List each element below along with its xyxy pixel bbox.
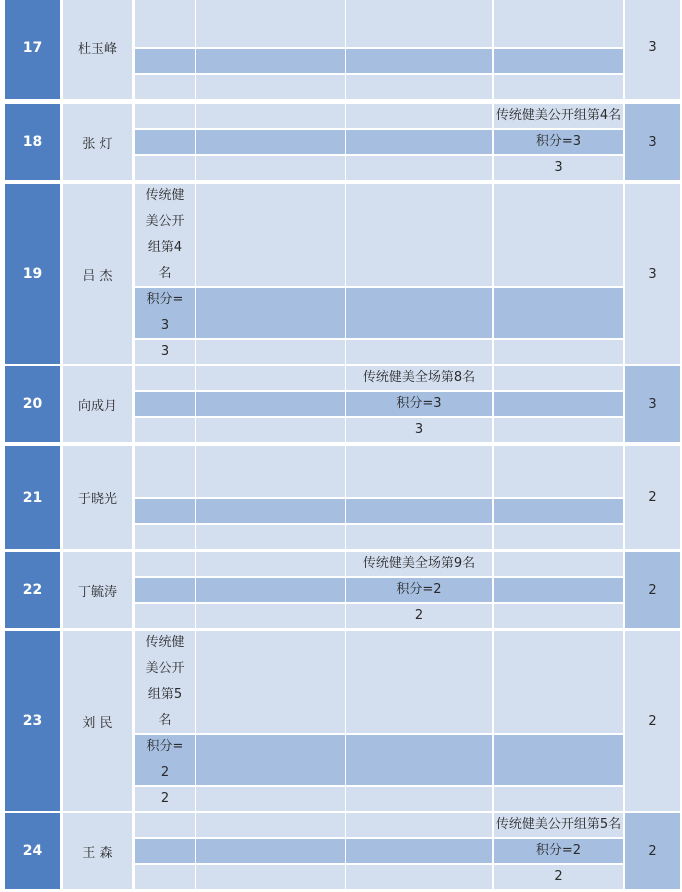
- cell-text: [145, 183, 184, 287]
- empty-cell: [494, 418, 623, 442]
- empty-cell: [346, 104, 492, 128]
- empty-cell: [196, 104, 345, 128]
- score-points-cell: 积分=2: [346, 578, 492, 602]
- empty-cell: [196, 787, 345, 811]
- empty-cell: [135, 813, 195, 837]
- score-place-cell: [135, 184, 195, 286]
- empty-cell: [346, 631, 492, 733]
- rank-cell: 18: [5, 104, 60, 180]
- empty-cell: [494, 735, 623, 785]
- score-place-cell: 传统健美公开组第4名: [494, 104, 623, 128]
- empty-cell: [346, 446, 492, 497]
- cell-text-line: 3: [160, 318, 170, 333]
- empty-cell: [494, 0, 623, 47]
- empty-cell: [494, 552, 623, 576]
- empty-cell: [346, 75, 492, 99]
- empty-cell: [135, 75, 195, 99]
- empty-cell: [135, 418, 195, 442]
- empty-cell: [494, 75, 623, 99]
- total-score-cell: 2: [625, 552, 680, 628]
- total-score-cell: 3: [625, 0, 680, 99]
- empty-cell: [196, 366, 345, 390]
- empty-cell: [196, 288, 345, 338]
- total-score-cell: 3: [625, 104, 680, 180]
- empty-cell: [494, 604, 623, 628]
- rank-cell: 23: [5, 631, 60, 811]
- empty-cell: [135, 156, 195, 180]
- score-value-cell: 2: [346, 604, 492, 628]
- empty-cell: [494, 340, 623, 364]
- cell-text-line: 积分=: [146, 292, 184, 307]
- empty-cell: [196, 525, 345, 549]
- empty-cell: [346, 288, 492, 338]
- score-points-cell: [135, 288, 195, 338]
- cell-text-line: 传统健: [145, 635, 185, 650]
- empty-cell: [494, 787, 623, 811]
- score-place-cell: 传统健美全场第9名: [346, 552, 492, 576]
- empty-cell: [346, 130, 492, 154]
- cell-text: [147, 287, 184, 339]
- name-cell: 王 森: [63, 813, 132, 889]
- score-place-cell: 传统健美公开组第5名: [494, 813, 623, 837]
- empty-cell: [196, 604, 345, 628]
- empty-cell: [346, 184, 492, 286]
- rank-cell: 21: [5, 446, 60, 549]
- empty-cell: [135, 392, 195, 416]
- total-score-cell: 2: [625, 446, 680, 549]
- empty-cell: [196, 0, 345, 47]
- empty-cell: [135, 552, 195, 576]
- empty-cell: [196, 340, 345, 364]
- empty-cell: [494, 525, 623, 549]
- empty-cell: [346, 0, 492, 47]
- name-cell: 于晓光: [63, 446, 132, 549]
- rank-cell: 19: [5, 184, 60, 364]
- empty-cell: [196, 499, 345, 523]
- cell-text-line: 美公开: [145, 661, 185, 676]
- score-points-cell: 积分=3: [346, 392, 492, 416]
- empty-cell: [135, 499, 195, 523]
- empty-cell: [494, 392, 623, 416]
- empty-cell: [135, 604, 195, 628]
- empty-cell: [346, 839, 492, 863]
- empty-cell: [196, 75, 345, 99]
- empty-cell: [135, 104, 195, 128]
- empty-cell: [346, 865, 492, 889]
- empty-cell: [346, 49, 492, 73]
- rank-cell: 20: [5, 366, 60, 442]
- cell-text-line: 名: [158, 713, 172, 728]
- empty-cell: [196, 839, 345, 863]
- total-score-cell: 2: [625, 813, 680, 889]
- score-place-cell: 传统健美全场第8名: [346, 366, 492, 390]
- empty-cell: [494, 49, 623, 73]
- empty-cell: [346, 787, 492, 811]
- empty-cell: [494, 366, 623, 390]
- score-points-cell: 积分=3: [494, 130, 623, 154]
- empty-cell: [494, 499, 623, 523]
- rank-cell: 17: [5, 0, 60, 99]
- score-value-cell: 3: [494, 156, 623, 180]
- empty-cell: [346, 525, 492, 549]
- empty-cell: [135, 49, 195, 73]
- empty-cell: [196, 446, 345, 497]
- total-score-cell: 3: [625, 366, 680, 442]
- empty-cell: [196, 552, 345, 576]
- empty-cell: [346, 735, 492, 785]
- empty-cell: [346, 813, 492, 837]
- score-value-cell: 2: [135, 787, 195, 811]
- empty-cell: [135, 839, 195, 863]
- score-value-cell: 3: [346, 418, 492, 442]
- empty-cell: [135, 578, 195, 602]
- empty-cell: [494, 446, 623, 497]
- empty-cell: [346, 156, 492, 180]
- empty-cell: [196, 130, 345, 154]
- empty-cell: [494, 288, 623, 338]
- score-value-cell: 2: [494, 865, 623, 889]
- total-score-cell: 2: [625, 631, 680, 811]
- cell-text-line: 名: [158, 266, 172, 281]
- name-cell: 刘 民: [63, 631, 132, 811]
- empty-cell: [135, 525, 195, 549]
- name-cell: 向成月: [63, 366, 132, 442]
- empty-cell: [135, 366, 195, 390]
- score-value-cell: 3: [135, 340, 195, 364]
- name-cell: 张 灯: [63, 104, 132, 180]
- empty-cell: [196, 184, 345, 286]
- cell-text: [145, 630, 184, 734]
- empty-cell: [196, 865, 345, 889]
- empty-cell: [346, 499, 492, 523]
- empty-cell: [196, 578, 345, 602]
- empty-cell: [346, 340, 492, 364]
- cell-text: [147, 734, 184, 786]
- total-score-cell: 3: [625, 184, 680, 364]
- rank-cell: 24: [5, 813, 60, 889]
- empty-cell: [196, 631, 345, 733]
- rank-cell: 22: [5, 552, 60, 628]
- empty-cell: [196, 392, 345, 416]
- name-cell: 吕 杰: [63, 184, 132, 364]
- empty-cell: [196, 156, 345, 180]
- empty-cell: [196, 49, 345, 73]
- cell-text-line: 美公开: [145, 214, 185, 229]
- cell-text-line: 传统健: [145, 188, 185, 203]
- empty-cell: [196, 813, 345, 837]
- empty-cell: [135, 130, 195, 154]
- empty-cell: [135, 865, 195, 889]
- cell-text-line: 2: [160, 765, 170, 780]
- empty-cell: [196, 418, 345, 442]
- name-cell: 丁毓涛: [63, 552, 132, 628]
- score-points-cell: [135, 735, 195, 785]
- empty-cell: [494, 631, 623, 733]
- cell-text-line: 积分=: [146, 739, 184, 754]
- empty-cell: [135, 446, 195, 497]
- empty-cell: [135, 0, 195, 47]
- empty-cell: [494, 578, 623, 602]
- empty-cell: [494, 184, 623, 286]
- score-points-cell: 积分=2: [494, 839, 623, 863]
- cell-text-line: 组第5: [147, 687, 183, 702]
- cell-text-line: 组第4: [147, 240, 183, 255]
- empty-cell: [196, 735, 345, 785]
- score-place-cell: [135, 631, 195, 733]
- name-cell: 杜玉峰: [63, 0, 132, 99]
